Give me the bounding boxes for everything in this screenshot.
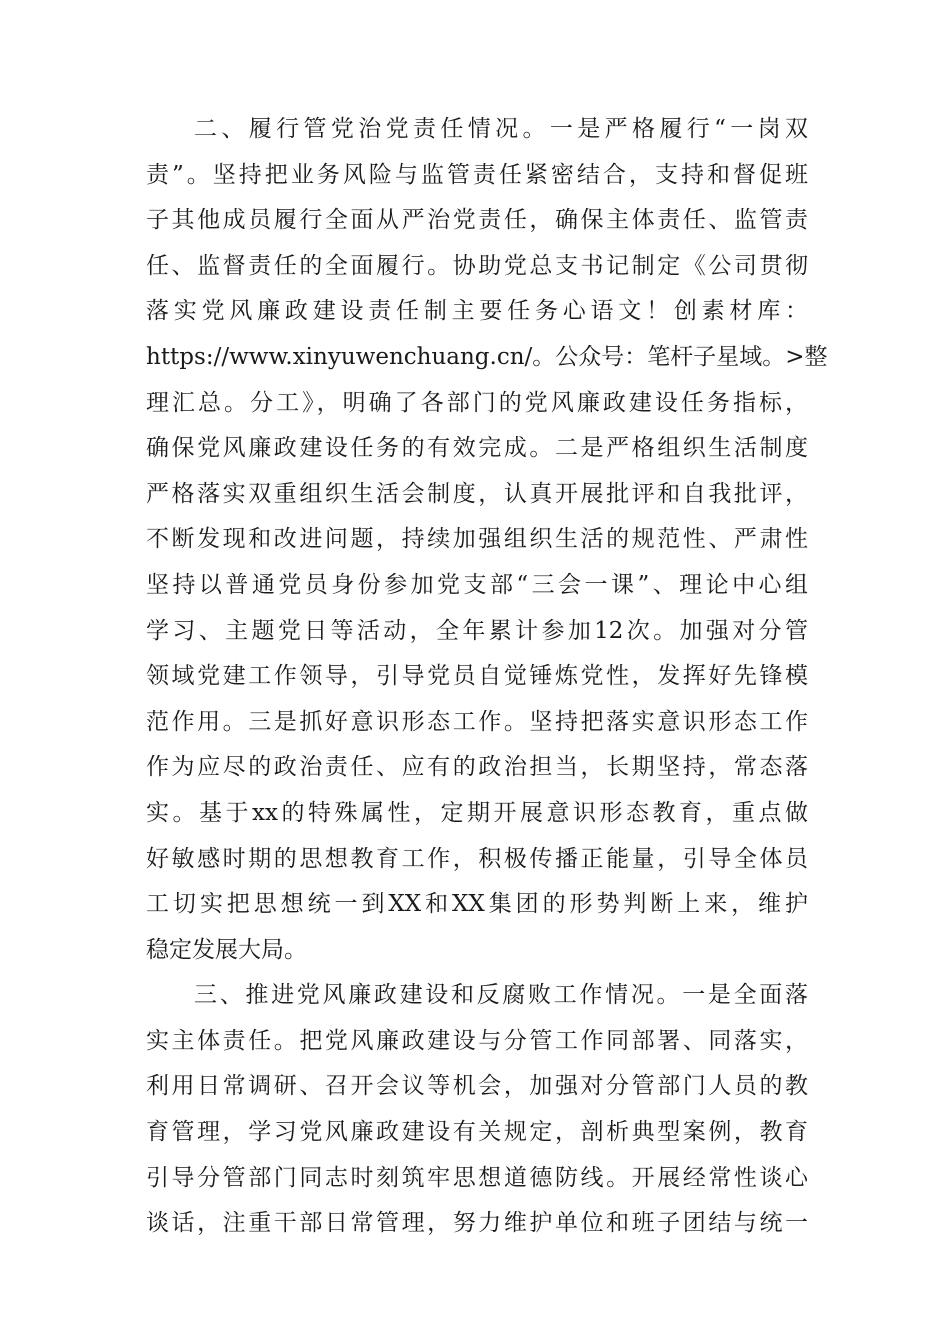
paragraph-1-line: https://www.xinyuwenchuang.cn/。公众号：笔杆子星域。>整 <box>146 343 828 370</box>
paragraph-2-line: 谈话，注重干部日常管理，努力维护单位和班子团结与统一 <box>146 1210 808 1237</box>
paragraph-2-line: 育管理，学习党风廉政建设有关规定，剖析典型案例，教育 <box>146 1119 808 1146</box>
paragraph-2-line: 引导分管部门同志时刻筑牢思想道德防线。开展经常性谈心 <box>146 1164 808 1191</box>
paragraph-1-line: 作为应尽的政治责任、应有的政治担当，长期坚持，常态落 <box>146 754 808 781</box>
paragraph-2-line: 三、推进党风廉政建设和反腐败工作情况。一是全面落 <box>194 982 808 1009</box>
paragraph-1-line: 好敏感时期的思想教育工作，积极传播正能量，引导全体员 <box>146 845 808 872</box>
paragraph-1-line: 坚持以普通党员身份参加党支部“三会一课”、理论中心组 <box>146 571 808 598</box>
paragraph-2-line: 实主体责任。把党风廉政建设与分管工作同部署、同落实， <box>146 1027 808 1054</box>
paragraph-1-line: 确保党风廉政建设任务的有效完成。二是严格组织生活制度 <box>146 435 808 462</box>
paragraph-1-line: 任、监督责任的全面履行。协助党总支书记制定《公司贯彻 <box>146 252 808 279</box>
paragraph-1-line: 严格落实双重组织生活会制度，认真开展批评和自我批评， <box>146 480 808 507</box>
paragraph-2-line: 利用日常调研、召开会议等机会，加强对分管部门人员的教 <box>146 1073 808 1100</box>
paragraph-1-line: 责”。坚持把业务风险与监管责任紧密结合，支持和督促班 <box>146 161 808 188</box>
paragraph-1-line: 理汇总。分工》，明确了各部门的党风廉政建设任务指标， <box>146 389 808 416</box>
paragraph-1-line: 范作用。三是抓好意识形态工作。坚持把落实意识形态工作 <box>146 708 808 735</box>
paragraph-1-line: 实。基于xx的特殊属性，定期开展意识形态教育，重点做 <box>146 799 808 826</box>
paragraph-1-line: 二、履行管党治党责任情况。一是严格履行“一岗双 <box>194 116 808 142</box>
paragraph-1-line: 落实党风廉政建设责任制主要任务心语文！创素材库： <box>146 298 808 325</box>
paragraph-1-line: 领域党建工作领导，引导党员自觉锤炼党性，发挥好先锋模 <box>146 663 808 690</box>
paragraph-1-line: 稳定发展大局。 <box>146 936 307 963</box>
paragraph-1-line: 学习、主题党日等活动，全年累计参加12次。加强对分管 <box>146 617 808 644</box>
body-text <box>146 107 828 1247</box>
paragraph-1-line: 不断发现和改进问题，持续加强组织生活的规范性、严肃性 <box>146 526 808 553</box>
paragraph-1-line: 工切实把思想统一到XX和XX集团的形势判断上来，维护 <box>146 891 808 918</box>
paragraph-1-line: 子其他成员履行全面从严治党责任，确保主体责任、监管责 <box>146 207 808 234</box>
